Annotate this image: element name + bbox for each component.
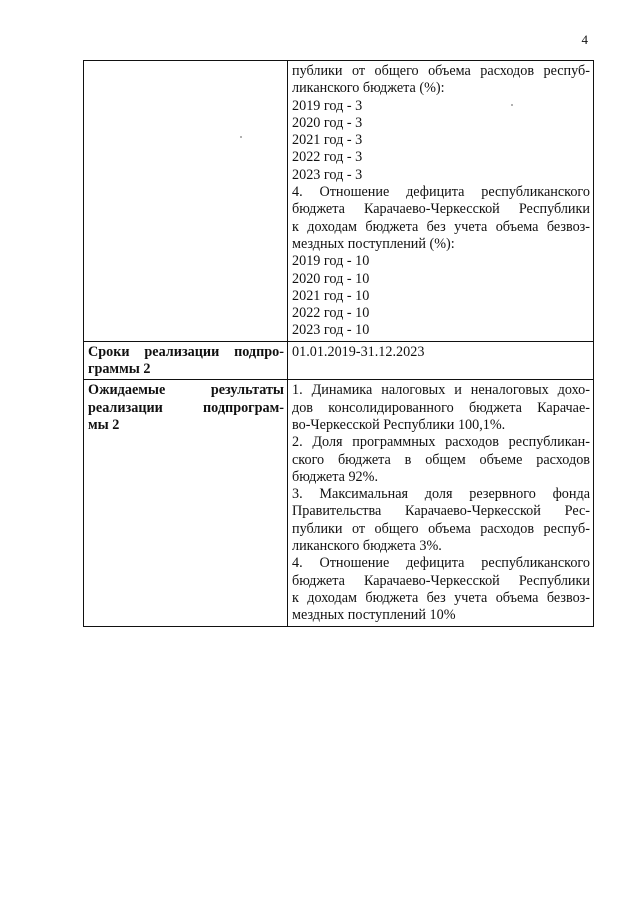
table-row-implementation-period	[84, 341, 594, 380]
content-line: к доходам бюджета без учета объема безвоз-	[292, 218, 590, 235]
content-line: 01.01.2019-31.12.2023	[292, 343, 425, 360]
content-line: дов консолидированного бюджета Карачае-	[292, 399, 590, 416]
content-line: бюджета Карачаево-Черкесской Республики	[292, 201, 590, 218]
content-line: 2021 год - 3	[292, 132, 363, 149]
row-content-cell	[288, 380, 594, 626]
content-line: мездных поступлений 10%	[292, 607, 456, 624]
content-line: 2019 год - 10	[292, 253, 370, 270]
row-content-cell	[288, 61, 594, 342]
label-line: Ожидаемые результаты	[88, 382, 284, 399]
table-row-expected-results	[84, 380, 594, 626]
content-line: 2022 год - 10	[292, 305, 370, 322]
scan-speck	[240, 136, 242, 138]
content-line: ского бюджета в общем объеме расходов	[292, 451, 590, 468]
content-line: ликанского бюджета (%):	[292, 80, 445, 97]
content-line: бюджета Карачаево-Черкесской Республики	[292, 572, 590, 589]
content-line: публики от общего объема расходов респуб-	[292, 63, 590, 79]
content-line: 2023 год - 10	[292, 322, 370, 339]
content-line: 2021 год - 10	[292, 287, 370, 304]
content-line: во-Черкесской Республики 100,1%.	[292, 416, 506, 433]
content-line: ликанского бюджета 3%.	[292, 538, 442, 555]
label-line: граммы 2	[88, 361, 151, 378]
content-line: 4. Отношение дефицита республиканского	[292, 184, 590, 201]
row-content-cell	[288, 341, 594, 380]
content-line: 3. Максимальная доля резервного фонда	[292, 486, 590, 503]
row-label-cell	[84, 61, 288, 342]
table-row-indicators-continued	[84, 61, 594, 342]
content-line: 4. Отношение дефицита республиканского	[292, 555, 590, 572]
content-line: мездных поступлений (%):	[292, 235, 455, 252]
label-line: реализации подпрограм-	[88, 399, 284, 416]
content-line: 1. Динамика налоговых и неналоговых дохо-	[292, 382, 590, 399]
row-label-cell	[84, 380, 288, 626]
scan-speck	[511, 104, 513, 106]
content-line: публики от общего объема расходов респуб-	[292, 520, 590, 537]
content-line: 2019 год - 3	[292, 97, 363, 114]
content-line: 2023 год - 3	[292, 166, 363, 183]
label-line: Сроки реализации подпро-	[88, 343, 284, 360]
content-line: к доходам бюджета без учета объема безвоз-	[292, 589, 590, 606]
page-number: 4	[581, 32, 588, 47]
content-line: 2020 год - 3	[292, 114, 363, 131]
label-line: мы 2	[88, 416, 120, 433]
content-line: 2020 год - 10	[292, 270, 370, 287]
content-line: Правительства Карачаево-Черкесской Рес-	[292, 503, 590, 520]
row-label-cell	[84, 341, 288, 380]
content-line: бюджета 92%.	[292, 468, 378, 485]
passport-table	[83, 60, 594, 627]
content-line: 2. Доля программных расходов республикан-	[292, 434, 590, 451]
content-line: 2022 год - 3	[292, 149, 363, 166]
